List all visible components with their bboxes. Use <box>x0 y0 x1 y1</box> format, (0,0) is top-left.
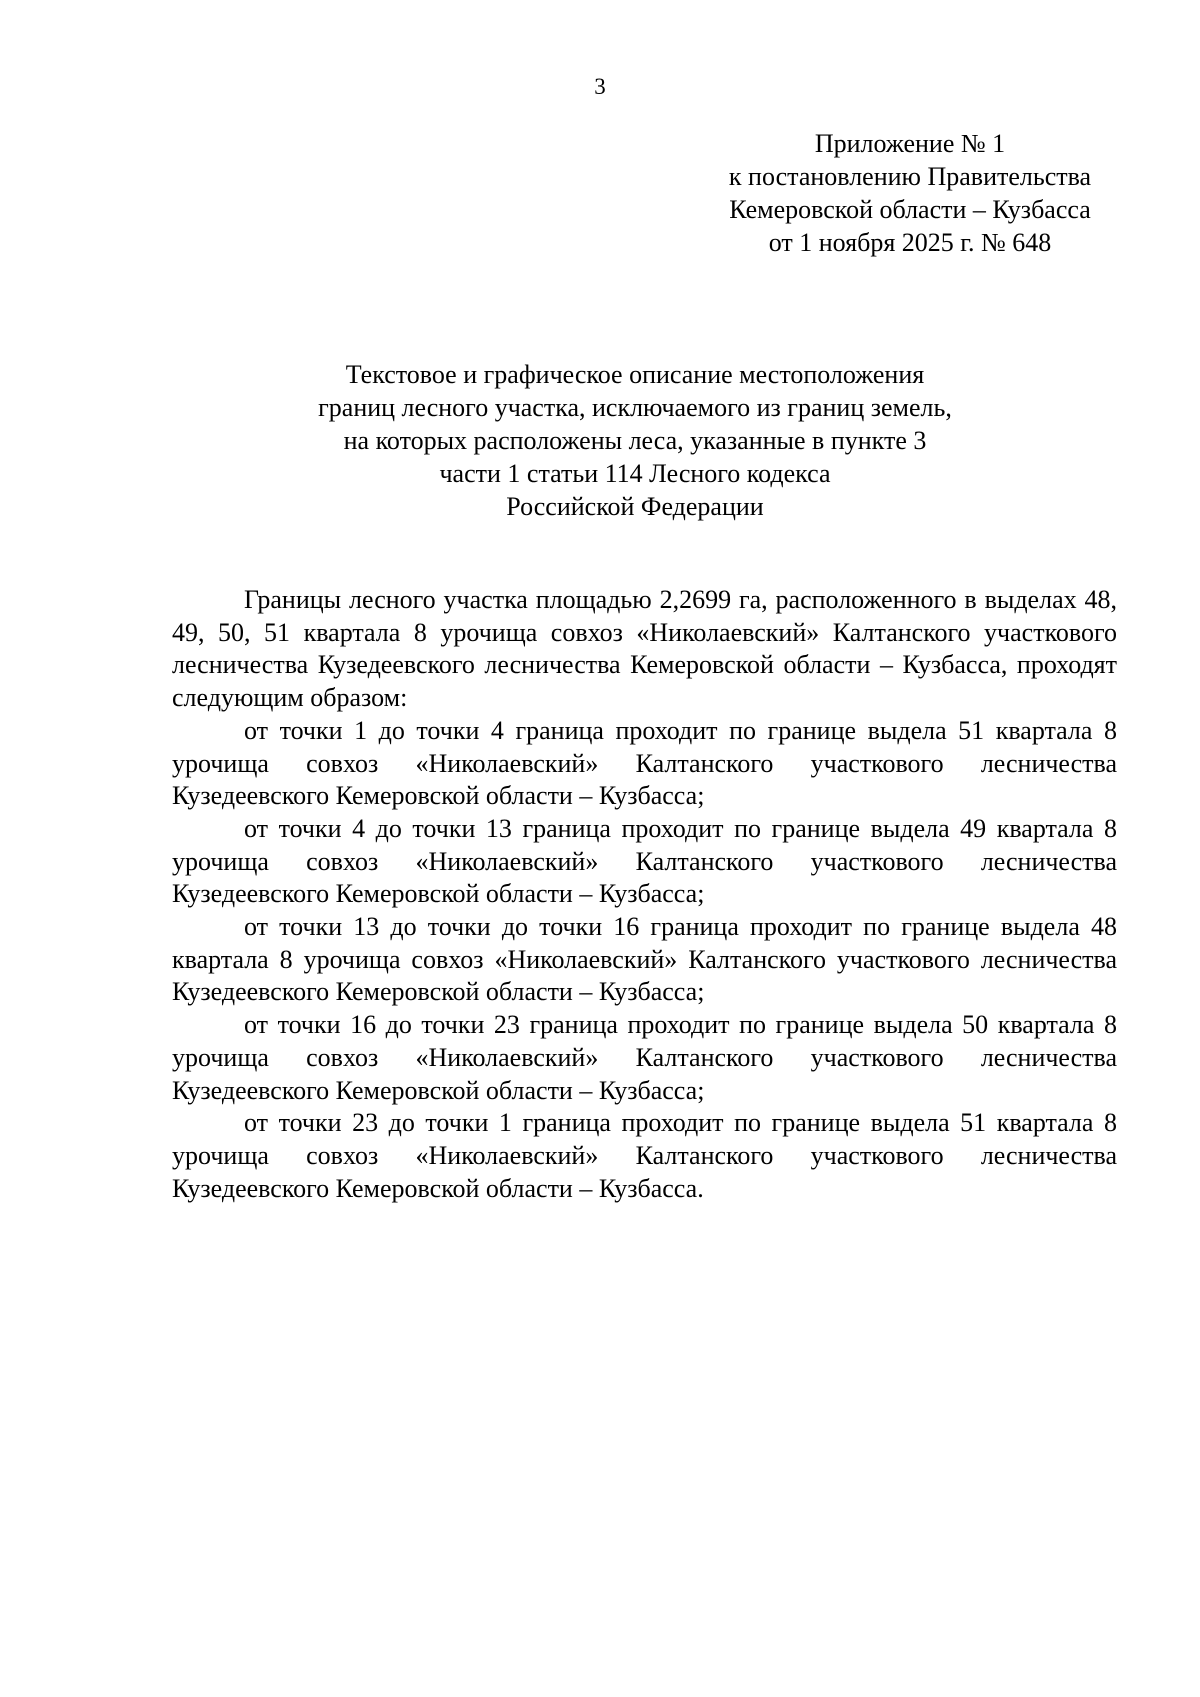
title-line: Российской Федерации <box>506 492 764 521</box>
document-title <box>160 358 1110 523</box>
title-line: части 1 статьи 114 Лесного кодекса <box>439 459 831 488</box>
appendix-line: к постановлению Правительства <box>728 162 1092 191</box>
title-line: Текстовое и графическое описание местоположения <box>345 360 925 389</box>
body-paragraph: от точки 4 до точки 13 граница проходит по границе выдела 49 квартала 8 урочища совхоз «Николаевский» Калтанского участкового лесничества Кузедеевского Кемеровской области – Кузбасса; <box>172 813 1117 909</box>
body-paragraph: от точки 23 до точки 1 граница проходит по границе выдела 51 квартала 8 урочища совхоз «Николаевский» Калтанского участкового лесничества Кузедеевского Кемеровской области – Кузбасса. <box>172 1108 1117 1203</box>
title-line: границ лесного участка, исключаемого из границ земель, <box>318 393 952 422</box>
appendix-line: Кемеровской области – Кузбасса <box>729 195 1091 224</box>
body-paragraph: от точки 16 до точки 23 граница проходит по границе выдела 50 квартала 8 урочища совхоз «Николаевский» Калтанского участкового лесничества Кузедеевского Кемеровской области – Кузбасса; <box>172 1010 1117 1105</box>
appendix-line: от 1 ноября 2025 г. № 648 <box>768 228 1052 257</box>
title-line: на которых расположены леса, указанные в пункте 3 <box>343 426 927 455</box>
body-paragraph: Границы лесного участка площадью 2,2699 га, расположенного в выделах 48, 49, 50, 51 квартала 8 урочища совхоз «Николаевский» Калтанского участкового лесничества Кузедеевского лесничества Кемеровской области – Кузбасса, проходят следующим образом: <box>172 585 1117 713</box>
appendix-header <box>690 127 1130 259</box>
page-number: 3 <box>594 74 606 99</box>
body-text <box>172 584 1117 1205</box>
body-paragraph: от точки 13 до точки до точки 16 граница проходит по границе выдела 48 квартала 8 урочища совхоз «Николаевский» Калтанского участкового лесничества Кузедеевского Кемеровской области – Кузбасса; <box>172 912 1117 1007</box>
body-paragraph: от точки 1 до точки 4 граница проходит по границе выдела 51 квартала 8 урочища совхоз «Николаевский» Калтанского участкового лесничества Кузедеевского Кемеровской области – Кузбасса; <box>172 715 1117 811</box>
appendix-line: Приложение № 1 <box>814 129 1006 158</box>
